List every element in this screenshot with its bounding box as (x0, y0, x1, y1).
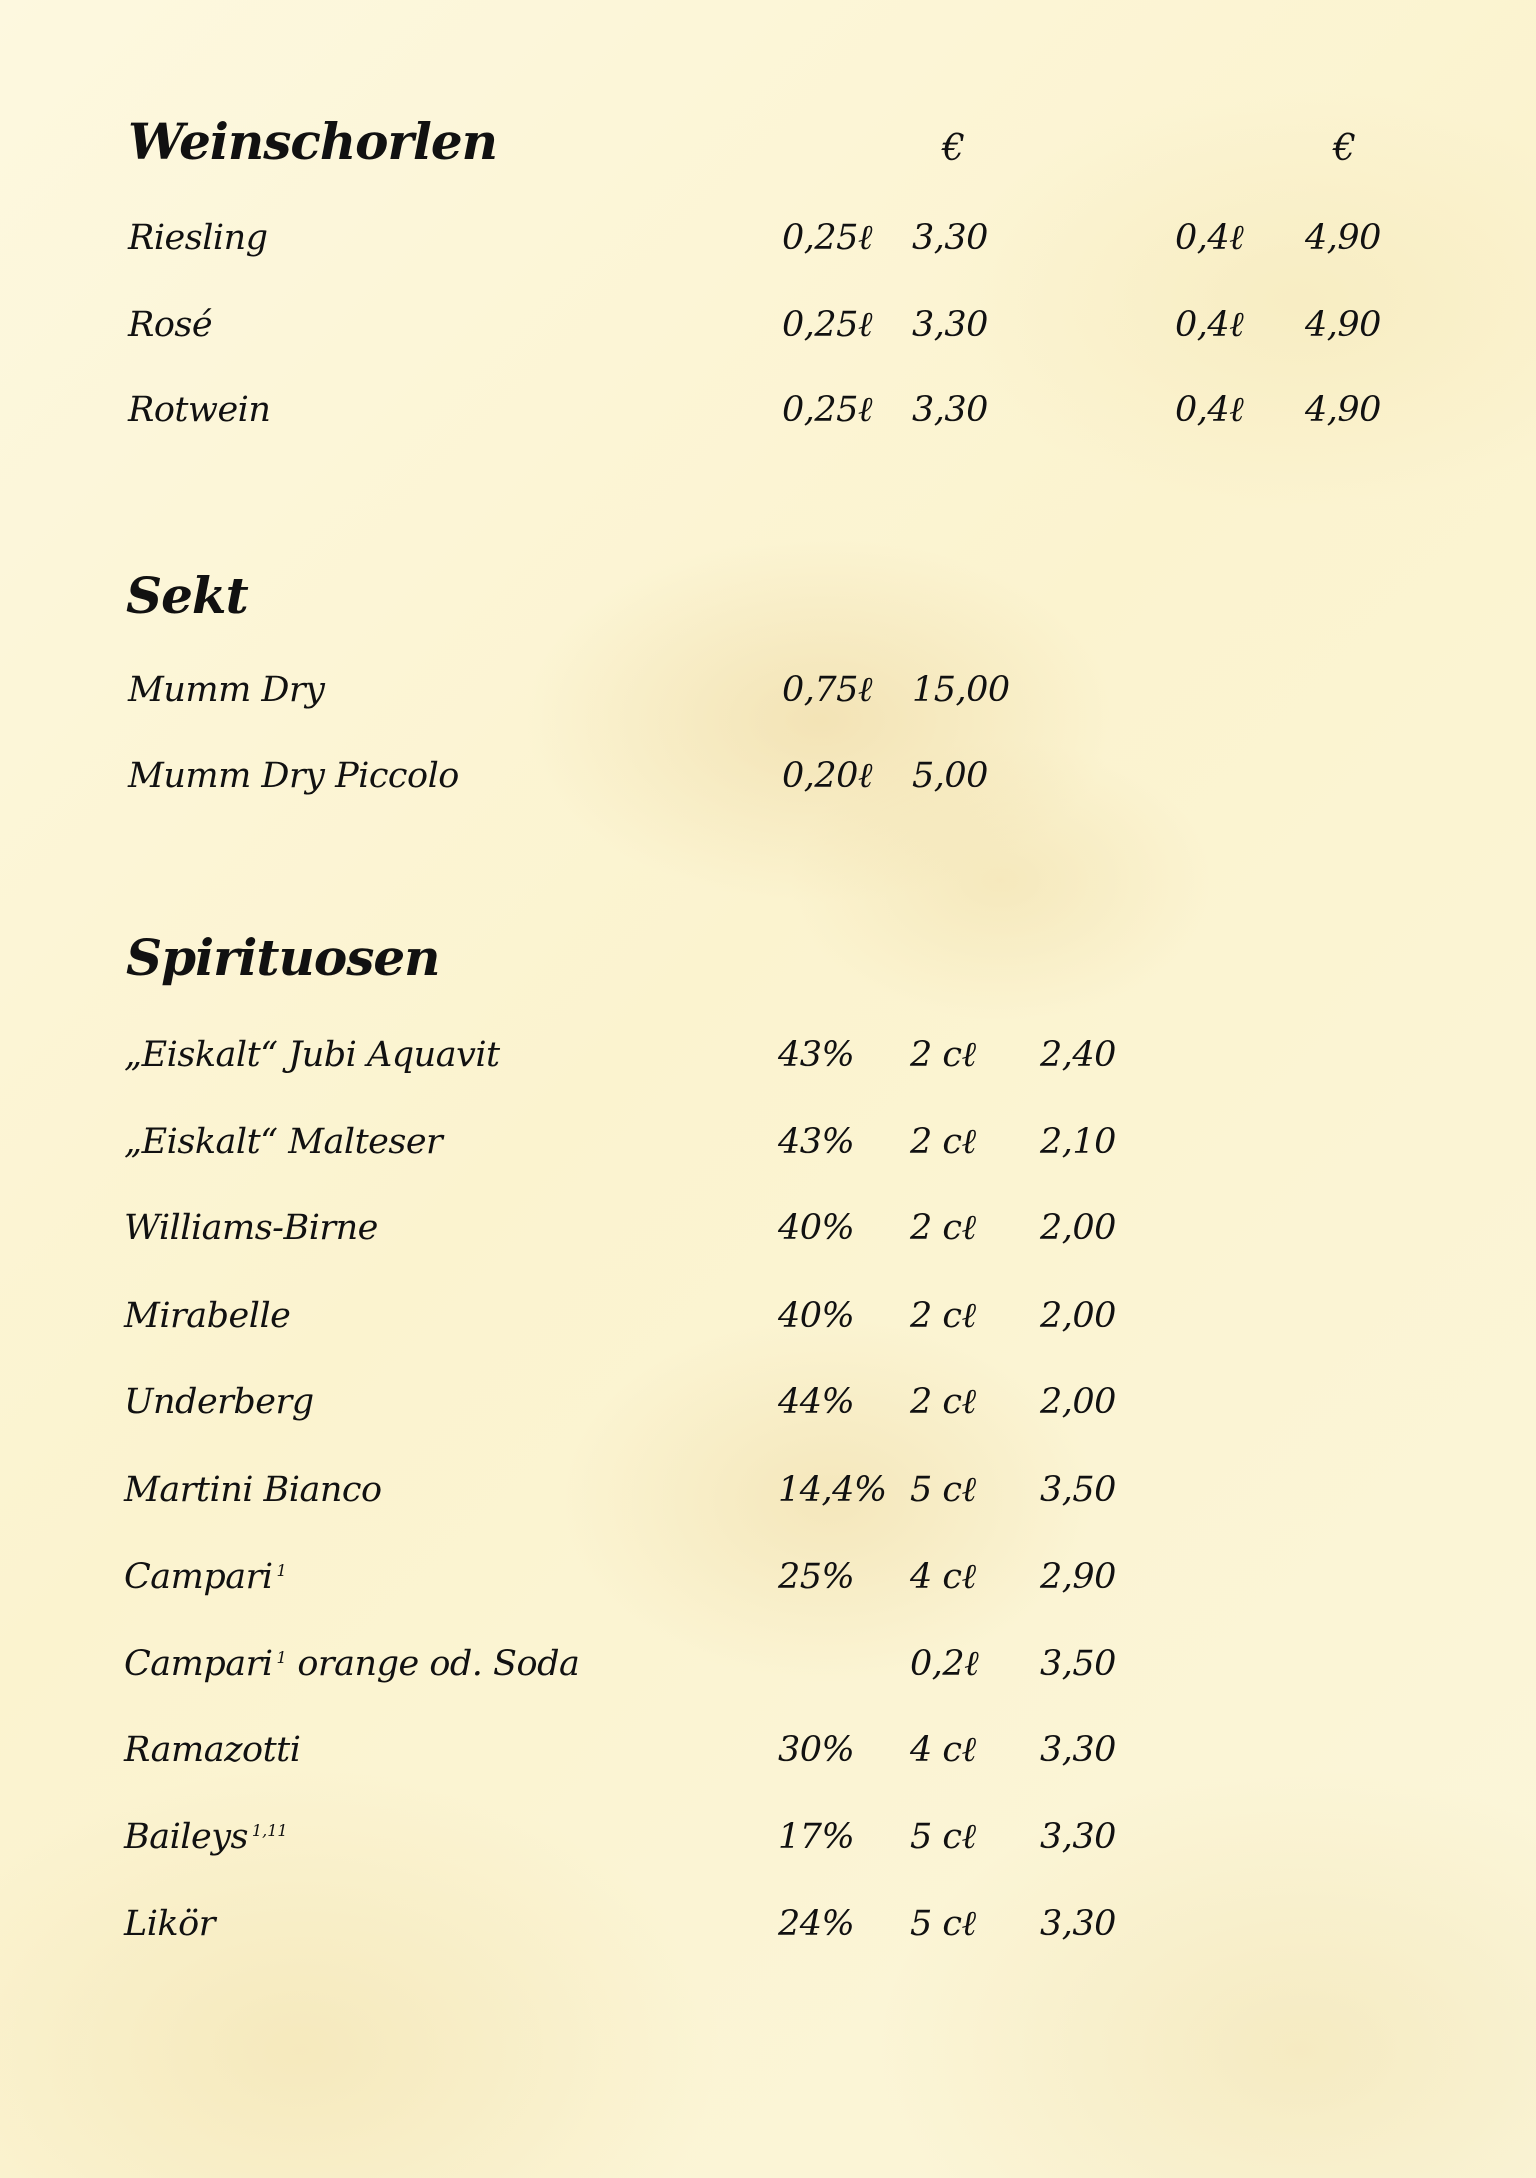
item-volume-small: 0,25ℓ (782, 390, 873, 430)
item-volume: 5 cℓ (910, 1904, 976, 1944)
item-name: Mumm Dry Piccolo (128, 756, 459, 796)
item-abv: 43% (778, 1035, 855, 1075)
item-price: 15,00 (912, 670, 1010, 710)
item-name: Mumm Dry (128, 670, 325, 710)
item-abv: 44% (778, 1382, 855, 1422)
item-volume-small: 0,25ℓ (782, 305, 873, 345)
item-volume-large: 0,4ℓ (1175, 305, 1244, 345)
item-abv: 40% (778, 1296, 855, 1336)
currency-header-small: € (942, 128, 965, 169)
item-price: 2,00 (1040, 1296, 1116, 1336)
item-name: Likör (124, 1904, 215, 1944)
item-name: Rotwein (128, 390, 271, 430)
item-volume: 0,75ℓ (782, 670, 873, 710)
item-volume: 2 cℓ (910, 1382, 976, 1422)
item-volume: 2 cℓ (910, 1296, 976, 1336)
item-price: 3,50 (1040, 1644, 1116, 1684)
item-price: 2,10 (1040, 1122, 1116, 1162)
item-name: Rosé (128, 305, 213, 345)
item-volume-large: 0,4ℓ (1175, 218, 1244, 258)
item-abv: 40% (778, 1208, 855, 1248)
item-price: 5,00 (912, 756, 988, 796)
currency-header-large: € (1333, 128, 1356, 169)
item-price-large: 4,90 (1305, 305, 1381, 345)
allergen-footnote: 1,11 (251, 1821, 288, 1840)
section-title-weinschorlen: Weinschorlen (128, 112, 498, 171)
item-price: 3,30 (1040, 1904, 1116, 1944)
item-abv: 14,4% (778, 1470, 887, 1510)
item-name: Riesling (128, 218, 268, 258)
item-price-large: 4,90 (1305, 390, 1381, 430)
item-price-small: 3,30 (912, 305, 988, 345)
item-volume: 4 cℓ (910, 1730, 976, 1770)
item-price: 2,00 (1040, 1382, 1116, 1422)
item-abv: 43% (778, 1122, 855, 1162)
item-name: „Eiskalt“ Malteser (124, 1122, 443, 1162)
item-volume-large: 0,4ℓ (1175, 390, 1244, 430)
item-name: Campari $^1$ (124, 1557, 287, 1597)
item-name: „Eiskalt“ Jubi Aquavit (124, 1035, 500, 1075)
item-volume: 5 cℓ (910, 1817, 976, 1857)
item-abv: 17% (778, 1817, 855, 1857)
item-name: Campari $^1$ orange od. Soda (124, 1644, 580, 1684)
item-price: 3,50 (1040, 1470, 1116, 1510)
item-price: 2,00 (1040, 1208, 1116, 1248)
item-price: 3,30 (1040, 1817, 1116, 1857)
item-name: Underberg (124, 1382, 314, 1422)
item-volume: 0,2ℓ (910, 1644, 979, 1684)
item-name: Baileys $^{1,11}$ (124, 1817, 288, 1857)
item-price-small: 3,30 (912, 390, 988, 430)
item-name: Martini Bianco (124, 1470, 382, 1510)
item-price: 2,40 (1040, 1035, 1116, 1075)
item-price-large: 4,90 (1305, 218, 1381, 258)
allergen-footnote: 1 (276, 1561, 287, 1580)
section-title-sekt: Sekt (126, 566, 248, 625)
item-abv: 25% (778, 1557, 855, 1597)
item-name: Williams-Birne (124, 1208, 378, 1248)
item-price: 3,30 (1040, 1730, 1116, 1770)
item-price: 2,90 (1040, 1557, 1116, 1597)
item-abv: 30% (778, 1730, 855, 1770)
item-volume-small: 0,25ℓ (782, 218, 873, 258)
item-name: Mirabelle (124, 1296, 291, 1336)
section-title-spirituosen: Spirituosen (126, 928, 440, 987)
item-volume: 2 cℓ (910, 1035, 976, 1075)
item-volume: 2 cℓ (910, 1208, 976, 1248)
item-price-small: 3,30 (912, 218, 988, 258)
item-volume: 2 cℓ (910, 1122, 976, 1162)
item-abv: 24% (778, 1904, 855, 1944)
item-volume: 4 cℓ (910, 1557, 976, 1597)
item-volume: 0,20ℓ (782, 756, 873, 796)
item-volume: 5 cℓ (910, 1470, 976, 1510)
item-name: Ramazotti (124, 1730, 301, 1770)
allergen-footnote: 1 (276, 1648, 287, 1667)
